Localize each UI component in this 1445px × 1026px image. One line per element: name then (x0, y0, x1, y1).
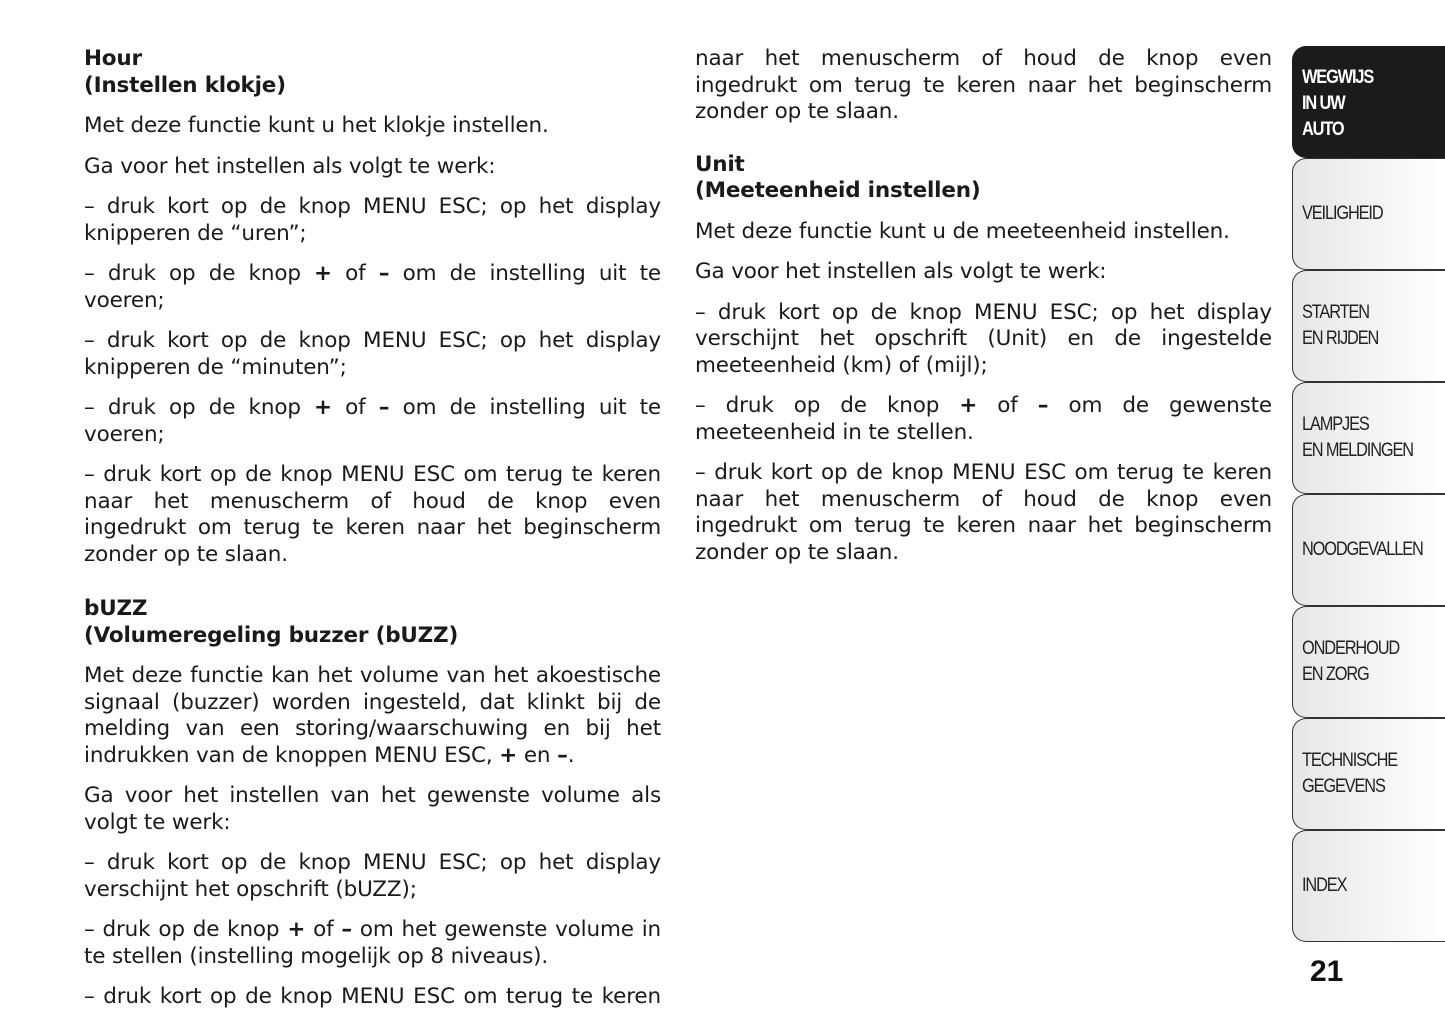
buzz-title: bUZZ (84, 596, 148, 621)
hour-heading (84, 46, 661, 99)
unit-paragraph-5: – druk kort op de knop MENU ESC om terug te keren naar het menuscherm of houd de knop even ingedrukt om terug te keren naar het beginscherm zonder op te slaan. (695, 460, 1272, 565)
unit-paragraph-3: – druk kort op de knop MENU ESC; op het display verschijnt het opschrift (Unit) en de ingestelde meeteenheid (km) of (mijl); (695, 299, 1272, 378)
buzz-paragraph-3: – druk kort op de knop MENU ESC; op het display verschijnt het opschrift (bUZZ); (84, 850, 661, 902)
tab-noodgevallen[interactable]: NOODGEVALLEN (1292, 494, 1445, 606)
unit-paragraph-4: – druk op de knop + of – om de gewenste meeteenheid in te stellen. (695, 393, 1272, 445)
buzz-paragraph-2: Ga voor het instellen van het gewenste volume als volgt te werk: (84, 783, 661, 835)
continued-paragraph: naar het menuscherm of houd de knop even ingedrukt om terug te keren naar het beginscherm zonder op te slaan. (695, 46, 1272, 124)
hour-paragraph-6: – druk op de knop + of – om de instelling uit te voeren; (84, 395, 661, 447)
tab-onderhoud-en-zorg[interactable]: ONDERHOUD EN ZORG (1292, 606, 1445, 718)
hour-paragraph-3: – druk kort op de knop MENU ESC; op het display knipperen de “uren”; (84, 194, 661, 246)
unit-paragraph-2: Ga voor het instellen als volgt te werk: (695, 259, 1107, 284)
left-column (84, 46, 661, 1025)
section-tabs (1292, 46, 1445, 942)
tab-veiligheid[interactable]: VEILIGHEID (1292, 158, 1445, 270)
tab-starten-en-rijden[interactable]: STARTEN EN RIJDEN (1292, 270, 1445, 382)
unit-subtitle: (Meeteenheid instellen) (695, 178, 981, 203)
tab-wegwijs-in-uw-auto[interactable]: WEGWIJS IN UW AUTO (1292, 46, 1445, 158)
page-number: 21 (1310, 955, 1344, 988)
buzz-paragraph-1: Met deze functie kan het volume van het akoestische signaal (buzzer) worden ingesteld, dat klinkt bij de melding van een storing/waarschuwing en bij het indrukken van de knoppen MENU ESC, + en –. (84, 663, 661, 768)
buzz-paragraph-5: – druk kort op de knop MENU ESC om terug te keren (84, 984, 661, 1009)
tab-index[interactable]: INDEX (1292, 830, 1445, 942)
buzz-heading (84, 596, 661, 649)
tab-lampjes-en-meldingen[interactable]: LAMPJES EN MELDINGEN (1292, 382, 1445, 494)
tab-technische-gegevens[interactable]: TECHNISCHE GEGEVENS (1292, 718, 1445, 830)
hour-paragraph-5: – druk kort op de knop MENU ESC; op het display knipperen de “minuten”; (84, 328, 661, 380)
buzz-paragraph-4: – druk op de knop + of – om het gewenste volume in te stellen (instelling mogelijk op 8 niveaus). (84, 917, 662, 969)
right-column (695, 46, 1272, 580)
hour-paragraph-4: – druk op de knop + of – om de instelling uit te voeren; (84, 261, 661, 313)
buzz-subtitle: (Volumeregeling buzzer (bUZZ) (84, 622, 459, 648)
hour-paragraph-2: Ga voor het instellen als volgt te werk: (84, 153, 496, 179)
unit-heading (695, 152, 1272, 205)
hour-subtitle: (Instellen klokje) (84, 72, 286, 98)
hour-paragraph-1: Met deze functie kunt u het klokje instellen. (84, 113, 549, 138)
hour-paragraph-7: – druk kort op de knop MENU ESC om terug te keren naar het menuscherm of houd de knop even ingedrukt om terug te keren naar het beginscherm zonder op te slaan. (84, 462, 661, 567)
unit-title: Unit (695, 151, 745, 177)
hour-title: Hour (84, 46, 142, 71)
unit-paragraph-1: Met deze functie kunt u de meeteenheid instellen. (695, 218, 1230, 244)
